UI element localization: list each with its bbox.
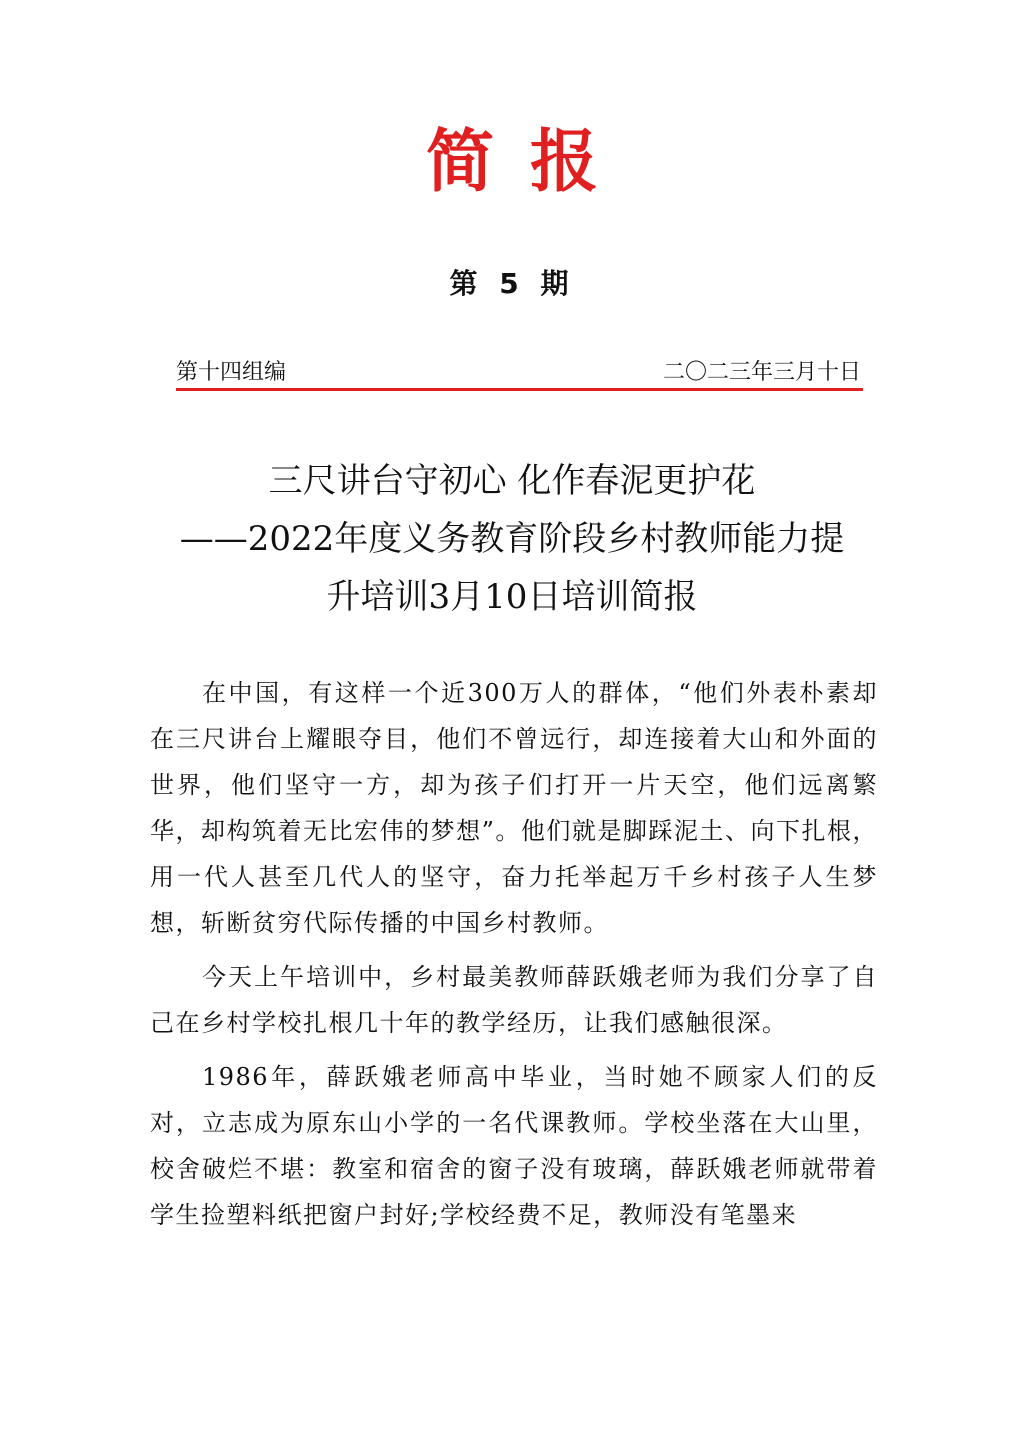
- red-divider-rule: [176, 388, 863, 391]
- issue-number: 第 5 期: [449, 267, 575, 300]
- body-paragraph-1: 在中国，有这样一个近300万人的群体，“他们外表朴素却在三尺讲台上耀眼夺目，他们不曾远行，却连接着大山和外面的世界，他们坚守一方，却为孩子们打开一片天空，他们远离繁华，却构筑着无比宏伟的梦想”。他们就是脚踩泥土、向下扎根，用一代人甚至几代人的坚守，奋力托举起万千乡村孩子人生梦想，斩断贫穷代际传播的中国乡村教师。: [150, 679, 878, 937]
- article-title-line-3: 升培训3月10日培训简报: [326, 577, 698, 617]
- article-title-line-1: 三尺讲台守初心 化作春泥更护花: [268, 461, 756, 501]
- article-body: [150, 670, 878, 1246]
- meta-row: [176, 356, 861, 390]
- article-title: [140, 452, 884, 626]
- publish-date: 二〇二三年三月十日: [662, 360, 861, 385]
- article-title-line-2: ——2022年度义务教育阶段乡村教师能力提: [179, 519, 845, 559]
- body-paragraph-2: 今天上午培训中，乡村最美教师薛跃娥老师为我们分享了自己在乡村学校扎根几十年的教学经历，让我们感触很深。: [150, 963, 878, 1037]
- editor-credit: 第十四组编: [176, 360, 287, 385]
- masthead-title: 简报: [425, 123, 634, 202]
- body-paragraph-3: 1986年，薛跃娥老师高中毕业，当时她不顾家人们的反对，立志成为原东山小学的一名代课教师。学校坐落在大山里，校舍破烂不堪：教室和宿舍的窗子没有玻璃，薛跃娥老师就带着学生捡塑料纸把窗户封好;学校经费不足，教师没有笔墨来: [150, 1063, 878, 1229]
